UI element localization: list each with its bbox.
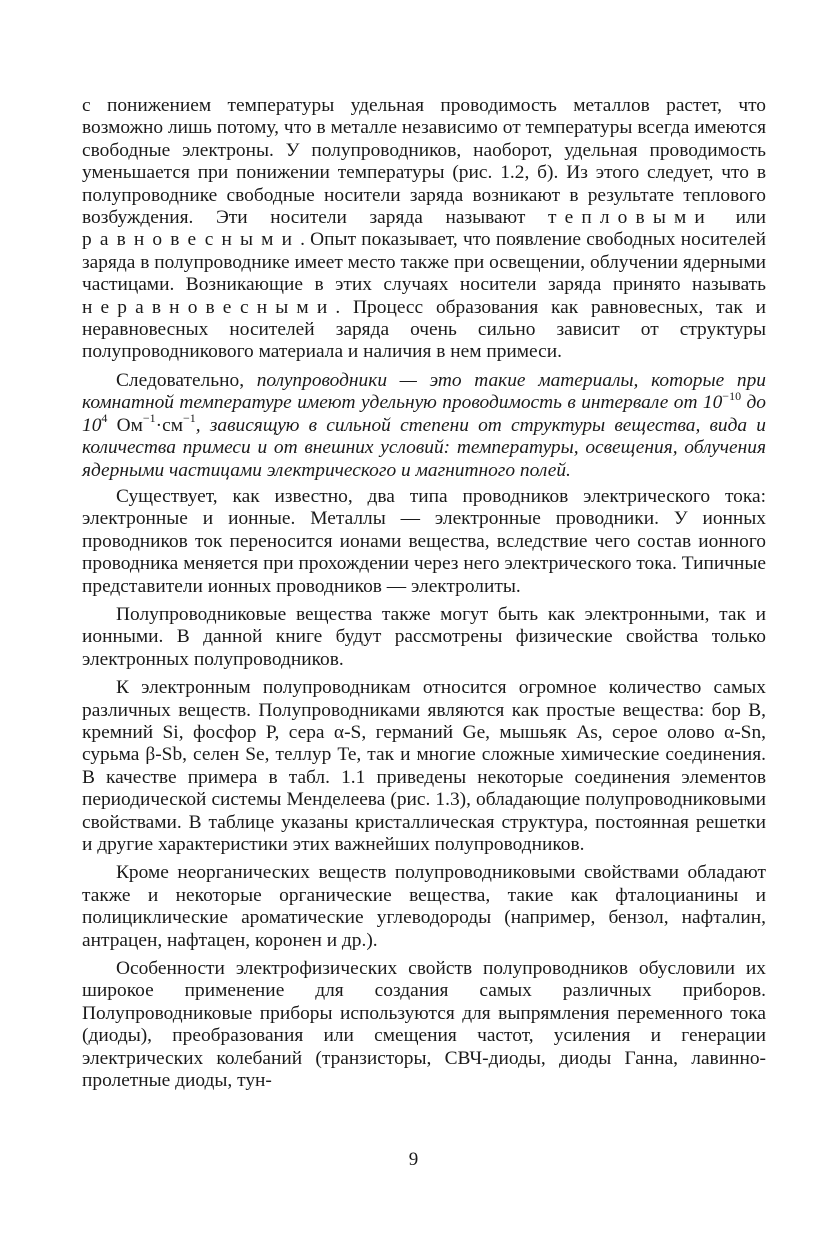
paragraph-conductivity-temperature [82,95,766,364]
paragraph-definition [82,370,766,482]
text-segment: с понижением температуры удельная проводимость металлов растет, что возможно лишь потому, что в металле независимо от температуры всегда имеются свободные электроны. У полупроводников, наоборот, удельная проводимость уменьшается при понижении температуры (рис. 1.2, б). Из этого следует, что в полупроводнике свободные носители заряда возникают в результате теплового возбуждения. Эти носители заряда называют [82,95,766,229]
paragraph-applications: Особенности электрофизических свойств полупроводников обусловили их широкое применение для создания самых различных приборов. Полупроводниковые приборы используются для выпрямления переменного тока (диоды), преобразования или смещения частот, усиления и генерации электрических колебаний (транзисторы, СВЧ-диоды, диоды Ганна, лавинно-пролетные диоды, тун- [82,958,766,1092]
exponent: −1 [183,411,196,426]
exponent: 4 [101,411,108,426]
exponent: −1 [142,411,156,426]
term-nonequilibrium: неравновесными [82,296,336,318]
paragraph-electronic-ionic: Полупроводниковые вещества также могут быть как электронными, так и ионными. В данной книге будут рассмотрены физические свойства только электронных полупроводников. [82,603,766,670]
unit-text: ·см [155,414,183,436]
paragraph-conductor-types: Существует, как известно, два типа проводников электрического тока: электронные и ионные. Металлы — электронные проводники. У ионных проводников ток переносится ионами вещества, вследствие чего состав ионного проводника меняется при прохождении через него электрического тока. Типичные представители ионных проводников — электролиты. [82,485,766,597]
term-thermal: тепловыми [547,207,713,229]
page-body [82,95,766,1098]
paragraph-semiconductor-examples: К электронным полупроводникам относится огромное количество самых различных веществ. Полупроводниками являются как простые вещества: бор B, кремний Si, фосфор P, сера α-S, германий Ge, мышьяк As, серое олово α-Sn, сурьма β-Sb, селен Se, теллур Te, так и многие сложные химические соединения. В качестве примера в табл. 1.1 приведены некоторые соединения элементов периодической системы Менделеева (рис. 1.3), обладающие полупроводниковыми свойствами. В таблице указаны кристаллическая структура, постоянная решетки и другие характеристики этих важнейших полупроводников. [82,677,766,855]
text-segment: или [712,207,766,229]
page-number: 9 [408,1149,419,1170]
definition-text: полупроводники — это такие материалы, которые при комнатной температуре имеют удельную проводимость в интервале от 10 [82,369,766,414]
text-segment: . Опыт показывает, что появление свободных носителей заряда в полупроводнике имеет место также при освещении, облучении ядерными частицами. Возникающие в этих случаях носители заряда принято называть [82,229,766,296]
text-segment: Следовательно, [116,369,257,391]
text-segment: . Процесс образования как равновесных, так и неравновесных носителей заряда очень сильно зависит от структуры полупроводникового материала и наличия в нем примеси. [82,296,766,363]
term-equilibrium: равновесными [82,229,301,251]
definition-text: , зависящую в сильной степени от структуры вещества, вида и количества примеси и от внешних условий: температуры, освещения, облучения ядерными частицами электрического и магнитного полей. [82,414,767,481]
unit-text: Ом [107,414,143,436]
definition-text: до 10 [82,392,766,436]
paragraph-organic-semiconductors: Кроме неорганических веществ полупроводниковыми свойствами обладают также и некоторые органические вещества, такие как фталоцианины и полициклические ароматические углеводороды (например, бензол, нафталин, антрацен, нафтацен, коронен и др.). [82,862,766,951]
exponent: −10 [722,388,742,403]
